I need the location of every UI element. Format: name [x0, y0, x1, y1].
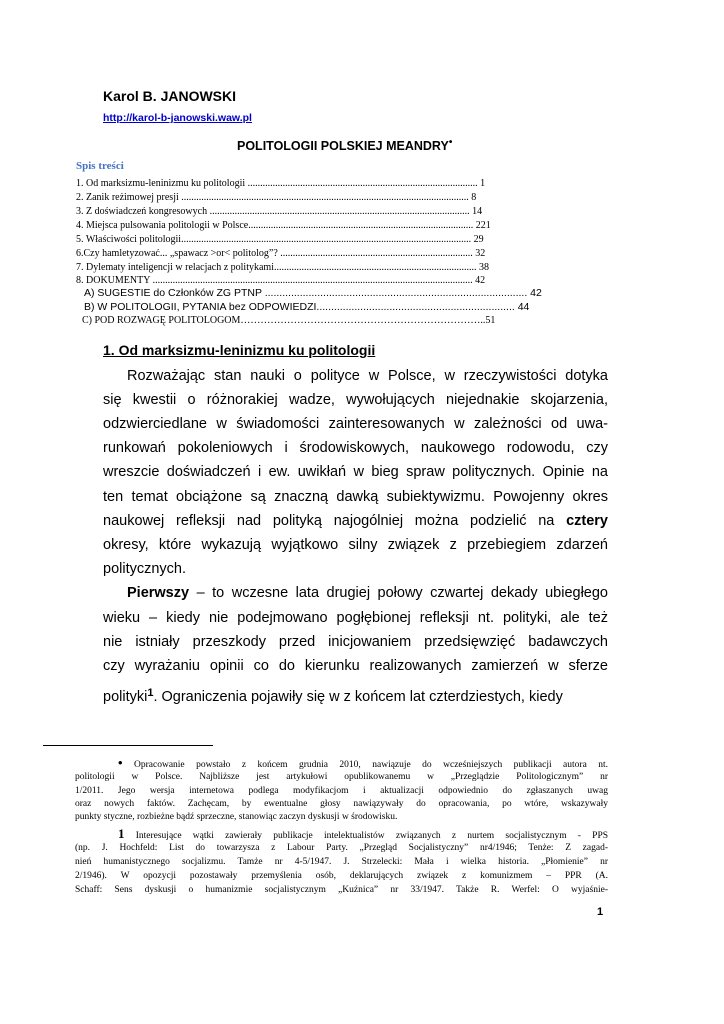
author-name: Karol B. JANOWSKI	[103, 88, 237, 104]
paragraph-line: okresy, które wykazują wyjątkowo silny związek z przebiegiem zdarzeń	[103, 537, 608, 553]
footnote-line: nień humanistycznego socjalizmu. Tamże nr 4-5/1947. J. Strzelecki: Mała i wielka historia. „Płomienie” nr	[75, 857, 608, 867]
bold-term: cztery	[566, 513, 608, 529]
paragraph-text: naukowej refleksji nad polityką najogólniej można podzielić na	[103, 513, 555, 529]
footnote-line: oraz nowych faktów. Zachęcam, by ewentualne głosy nawiązywały do opracowania, po wtóre, wskazywały	[75, 799, 608, 809]
bold-term: Pierwszy	[127, 585, 190, 601]
toc-entry[interactable]: 3. Z doświadczeń kongresowych ........................................................................................................ 14	[76, 206, 483, 217]
toc-entry[interactable]: A) SUGESTIE do Członków ZG PTNP .......................................................................................... 42	[84, 287, 542, 299]
footnote-divider	[43, 745, 213, 746]
footnote-line: (np. J. Hochfeld: List do towarzysza z Labour Party. „Przegląd Socjalistyczny” nr4/1946; Tenże: Z zagad-	[75, 843, 608, 853]
toc-heading: Spis treści	[76, 160, 124, 172]
footnote-ref[interactable]: 1	[147, 687, 154, 699]
author-url-link[interactable]: http://karol-b-janowski.waw.pl	[103, 112, 252, 124]
toc-entry[interactable]: B) W POLITOLOGII, PYTANIA bez ODPOWIEDZI.................................................................... 44	[84, 301, 530, 313]
footnote-line: punkty styczne, rozbieżne bądź sprzeczne, stanowiąc zaczyn dyskusji w środowisku.	[75, 812, 398, 822]
paragraph-text: polityki	[103, 689, 148, 705]
paragraph-line	[103, 511, 608, 531]
document-title	[237, 137, 452, 153]
footnote-star-mark: •	[118, 755, 123, 770]
footnote-line: 1/2011. Jego wersja internetowa podlega modyfikacjom i aktualizacji odpowiednio do zgłaszanych uwag	[75, 786, 608, 796]
title-footnote-mark: •	[448, 137, 453, 148]
footnote-line	[118, 827, 608, 843]
toc-entry[interactable]: 8. DOKUMENTY ................................................................................................................................ 42	[76, 275, 486, 286]
toc-entry[interactable]: 1. Od marksizmu-leninizmu ku politologii ............................................................................................ 1	[76, 178, 486, 189]
toc-entry[interactable]: 5. Właściwości politologii.................................................................................................................... 29	[76, 234, 484, 245]
footnote-line: 2/1946). W opozycji pozostawały przemyślenia osób, deklarujących związek z komunizmem – PPR (A.	[75, 871, 608, 881]
toc-entry[interactable]: 7. Dylematy inteligencji w relacjach z politykami................................................................................. 38	[76, 262, 489, 273]
paragraph-line: wieku – kiedy nie podejmowano pogłębionej refleksji nt. polityki, ale też	[103, 610, 608, 626]
paragraph-line: wreszcie doświadczeń i ew. uwikłań w bieg spraw politycznych. Opinie na	[103, 464, 608, 480]
footnote-line: Schaff: Sens dyskusji o humanizmie socjalistycznym „Kuźnica” nr 33/1947. Także R. Werfel: O wyjaśnie-	[75, 885, 608, 895]
section-heading: 1. Od marksizmu-leninizmu ku politologii	[103, 342, 376, 358]
paragraph-line: ten temat obciążone są znaczną dawką subiektywizmu. Powojenny okres	[103, 489, 608, 505]
toc-entry[interactable]: 4. Miejsca pulsowania politologii w Polsce.......................................................................................... 221	[76, 220, 491, 231]
footnote-text: Opracowanie powstało z końcem grudnia 2010, nawiązuje do wcześniejszych publikacji autora nt.	[134, 760, 608, 770]
page-number: 1	[597, 906, 604, 918]
paragraph-line	[103, 683, 608, 707]
toc-entry[interactable]: 6.Czy hamletyzować... „spawacz >or< politolog”? ............................................................................. 32	[76, 248, 486, 259]
paragraph-text: . Ograniczenia pojawiły się w z końcem lat czterdziestych, kiedy	[153, 689, 563, 705]
paragraph-line: czy wyrażaniu opinii co do kierunku realizowanych zamierzeń w sferze	[103, 658, 608, 674]
paragraph-line: Rozważając stan nauki o polityce w Polsce, w rzeczywistości dotyka	[127, 368, 608, 384]
paragraph-line: nie istniały przeszkody przed inicjowaniem przedsięwzięć badawczych	[103, 634, 608, 650]
footnote-line: politologii w Polsce. Najbliższe jest artykułowi opublikowanemu w „Przeglądzie Politologicznym” nr	[75, 772, 608, 782]
paragraph-line: odzwierciedlane w świadomości zainteresowanych w zależności od uwa-	[103, 416, 608, 432]
toc-entry[interactable]: C) POD ROZWAGĘ POLITOLOGOM………………………………………………………………..51	[82, 315, 496, 326]
paragraph-line	[127, 583, 608, 603]
footnote-text: Interesujące wątki zawierały publikacje intelektualistów związanych z nurtem socjalistycznym - PPS	[135, 831, 609, 841]
paragraph-line: runkowań pokoleniowych i środowiskowych, naukowego rodowodu, czy	[103, 440, 608, 456]
paragraph-line: się kwestii o różnorakiej wadze, wywołujących niejednakie skojarzenia,	[103, 392, 608, 408]
toc-entry[interactable]: 2. Zanik reżimowej presji ................................................................................................................... 8	[76, 192, 477, 203]
paragraph-text: – to wczesne lata drugiej połowy czwartej dekady ubiegłego	[196, 585, 608, 601]
paragraph-line: politycznych.	[103, 561, 187, 577]
title-text: POLITOLOGII POLSKIEJ MEANDRY	[237, 139, 449, 154]
footnote-one-mark: 1	[118, 826, 125, 841]
footnote-line	[118, 756, 608, 772]
